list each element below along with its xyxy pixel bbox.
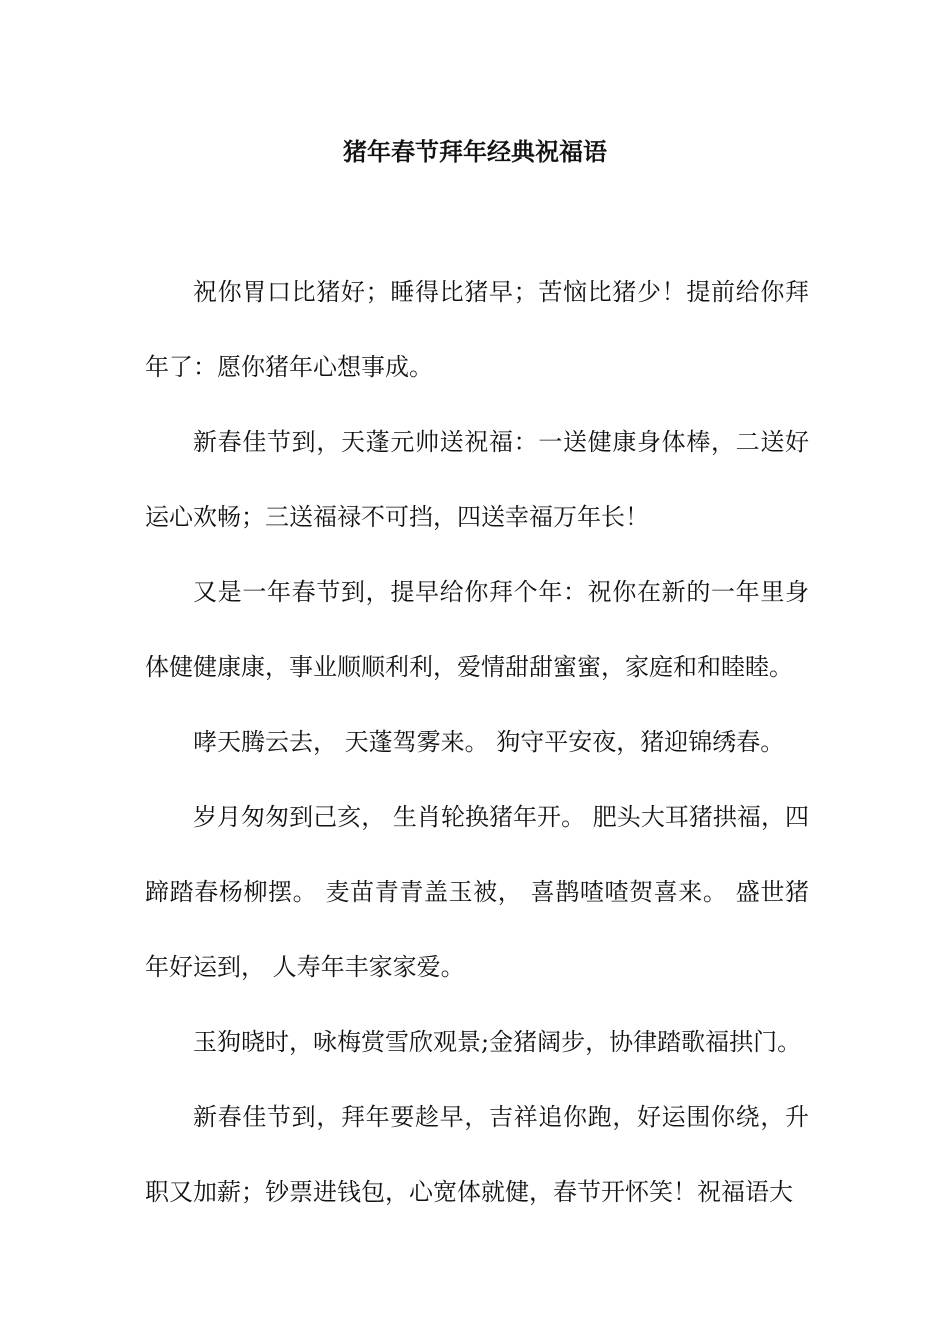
paragraph-1: 祝你胃口比猪好；睡得比猪早；苦恼比猪少！提前给你拜年了：愿你猪年心想事成。 bbox=[145, 278, 809, 381]
paragraph-4: 哮天腾云去， 天蓬驾雾来。 狗守平安夜，猪迎锦绣春。 bbox=[193, 728, 785, 756]
paragraph-3: 又是一年春节到，提早给你拜个年：祝你在新的一年里身体健健康康，事业顺顺利利，爱情甜甜蜜蜜，家庭和和睦睦。 bbox=[145, 578, 809, 681]
document-title: 猪年春节拜年经典祝福语 bbox=[343, 138, 607, 166]
paragraph-6: 玉狗晓时，咏梅赏雪欣观景;金猪阔步，协律踏歌福拱门。 bbox=[193, 1028, 802, 1056]
paragraph-2: 新春佳节到，天蓬元帅送祝福：一送健康身体棒，二送好运心欢畅；三送福禄不可挡，四送幸福万年长！ bbox=[145, 428, 809, 531]
paragraph-7: 新春佳节到，拜年要趁早，吉祥追你跑，好运围你绕，升职又加薪；钞票进钱包，心宽体就健，春节开怀笑！祝福语大 bbox=[145, 1103, 809, 1206]
paragraph-5: 岁月匆匆到己亥， 生肖轮换猪年开。 肥头大耳猪拱福，四蹄踏春杨柳摆。 麦苗青青盖玉被， 喜鹊喳喳贺喜来。 盛世猪年好运到， 人寿年丰家家爱。 bbox=[145, 803, 809, 981]
document-body bbox=[145, 255, 809, 1230]
